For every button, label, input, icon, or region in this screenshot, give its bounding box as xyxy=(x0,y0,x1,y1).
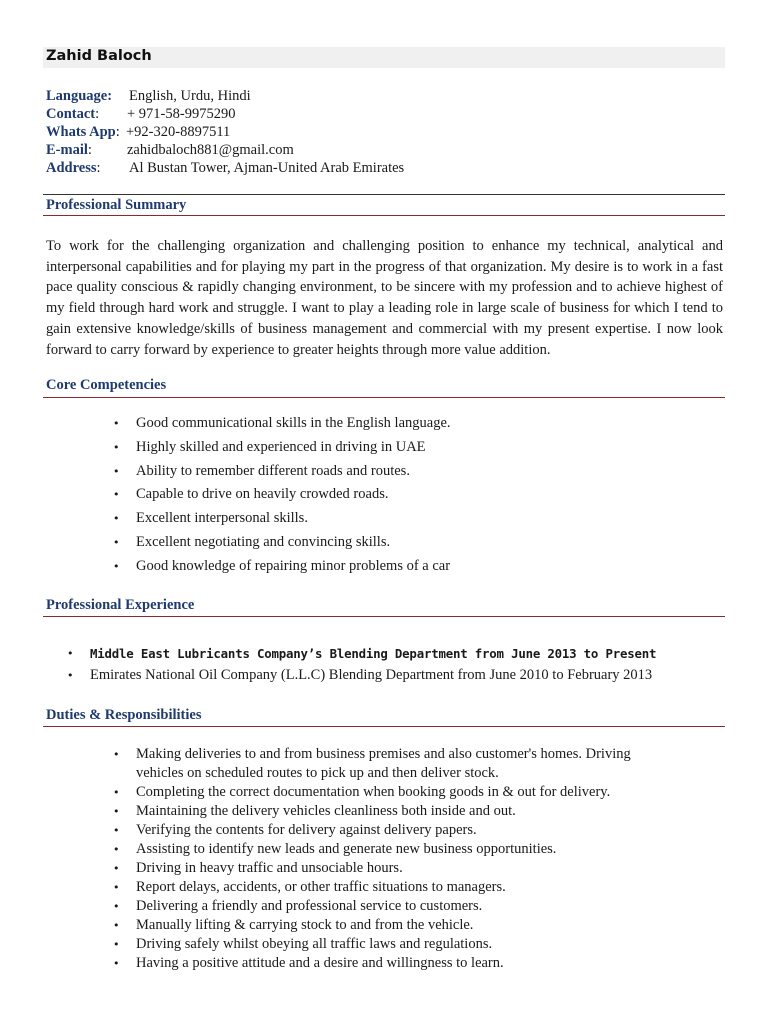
divider xyxy=(43,726,725,727)
divider xyxy=(43,397,725,398)
language-row xyxy=(46,87,251,105)
contact-phone: + 971-58-9975290 xyxy=(127,106,236,122)
bullet-icon: • xyxy=(113,862,120,875)
language-value: English, Urdu, Hindi xyxy=(129,88,251,104)
list-item: • Good communicational skills in the English language. xyxy=(113,412,713,436)
candidate-name: Zahid Baloch xyxy=(46,48,152,64)
bullet-icon: • xyxy=(113,535,120,549)
list-item: • Driving in heavy traffic and unsociable hours. xyxy=(113,860,403,876)
contact-row: Contact: + 971-58-9975290 xyxy=(46,106,236,122)
experience-heading: Professional Experience xyxy=(46,597,195,613)
summary-heading: Professional Summary xyxy=(46,197,187,213)
address-label: Address xyxy=(46,160,97,176)
bullet-icon: • xyxy=(113,512,120,526)
duties-list xyxy=(113,745,643,973)
summary-text: To work for the challenging organization and challenging position to enhance my technical, analytical and interpersonal capabilities and for playing my part in the progress of that organization. My desire is to work in a fast pace quality conscious & rapidly changing environment, to be sincere with my profession and to achieve highest of my field through hard work and struggle. I want to play a leading role in large scale of business for which I tend to gain extensive knowledge/skills of business management and commercial with my present expertise. I now look forward to carry forward by experience to greater heights through more value addition. xyxy=(46,238,723,358)
list-item: • Delivering a friendly and professional service to customers. xyxy=(113,898,483,914)
competencies-list xyxy=(113,412,713,579)
experience-list xyxy=(67,643,727,686)
contact-block xyxy=(46,87,405,177)
bullet-icon: • xyxy=(113,748,120,761)
bullet-icon: • xyxy=(113,938,120,951)
list-item: • Having a positive attitude and a desire and willingness to learn. xyxy=(113,955,504,971)
list-item xyxy=(67,643,727,665)
list-item: • Verifying the contents for delivery against delivery papers. xyxy=(113,822,477,838)
bullet-icon: • xyxy=(113,786,120,799)
whatsapp-label: Whats App xyxy=(46,124,116,140)
address-row: Address: Al Bustan Tower, Ajman-United Arab Emirates xyxy=(46,160,405,176)
bullet-icon: • xyxy=(113,957,120,970)
list-item: • Driving safely whilst obeying all traffic laws and regulations. xyxy=(113,936,493,952)
bullet-icon: • xyxy=(113,488,120,502)
list-item: • Making deliveries to and from business premises and also customer's homes. Driving vehicles on scheduled routes to pick up and then deliver stock. xyxy=(113,746,631,781)
list-item: • Ability to remember different roads and routes. xyxy=(113,460,713,484)
list-item xyxy=(67,665,727,686)
experience-item: Middle East Lubricants Company’s Blending Department from June 2013 to Present xyxy=(90,646,657,661)
bullet-icon: • xyxy=(113,919,120,932)
bullet-icon: • xyxy=(113,843,120,856)
email-label: E-mail xyxy=(46,142,88,158)
bullet-icon: • xyxy=(113,824,120,837)
whatsapp-row: Whats App: +92-320-8897511 xyxy=(46,124,231,140)
list-item: • Excellent negotiating and convincing skills. xyxy=(113,531,713,555)
bullet-icon: • xyxy=(113,464,120,478)
list-item: • Completing the correct documentation when booking goods in & out for delivery. xyxy=(113,784,611,800)
bullet-icon: • xyxy=(113,900,120,913)
bullet-icon: • xyxy=(113,417,120,430)
list-item: • Manually lifting & carrying stock to and from the vehicle. xyxy=(113,917,474,933)
bullet-icon: • xyxy=(67,669,74,682)
email-value[interactable]: zahidbaloch881@gmail.com xyxy=(127,142,294,158)
language-label: Language: xyxy=(46,88,113,104)
list-item: • Highly skilled and experienced in driving in UAE xyxy=(113,436,713,460)
bullet-icon: • xyxy=(113,440,120,454)
divider xyxy=(43,194,725,195)
bullet-icon: • xyxy=(113,805,120,818)
experience-item: Emirates National Oil Company (L.L.C) Blending Department from June 2010 to February 2013 xyxy=(90,667,653,683)
list-item: • Report delays, accidents, or other traffic situations to managers. xyxy=(113,879,506,895)
list-item: • Excellent interpersonal skills. xyxy=(113,507,713,531)
email-row: E-mail: zahidbaloch881@gmail.com xyxy=(46,142,294,158)
list-item: • Capable to drive on heavily crowded roads. xyxy=(113,483,713,507)
list-item: • Good knowledge of repairing minor problems of a car xyxy=(113,555,713,579)
bullet-icon: • xyxy=(67,647,74,660)
list-item: • Maintaining the delivery vehicles cleanliness both inside and out. xyxy=(113,803,516,819)
divider xyxy=(43,616,725,617)
contact-label: Contact xyxy=(46,106,96,122)
competencies-heading: Core Competencies xyxy=(46,377,167,393)
duties-heading: Duties & Responsibilities xyxy=(46,707,202,723)
divider xyxy=(43,215,725,216)
bullet-icon: • xyxy=(113,559,120,573)
whatsapp-value: +92-320-8897511 xyxy=(126,124,231,140)
bullet-icon: • xyxy=(113,881,120,894)
list-item: • Assisting to identify new leads and generate new business opportunities. xyxy=(113,841,557,857)
address-value: Al Bustan Tower, Ajman-United Arab Emirates xyxy=(129,160,405,176)
